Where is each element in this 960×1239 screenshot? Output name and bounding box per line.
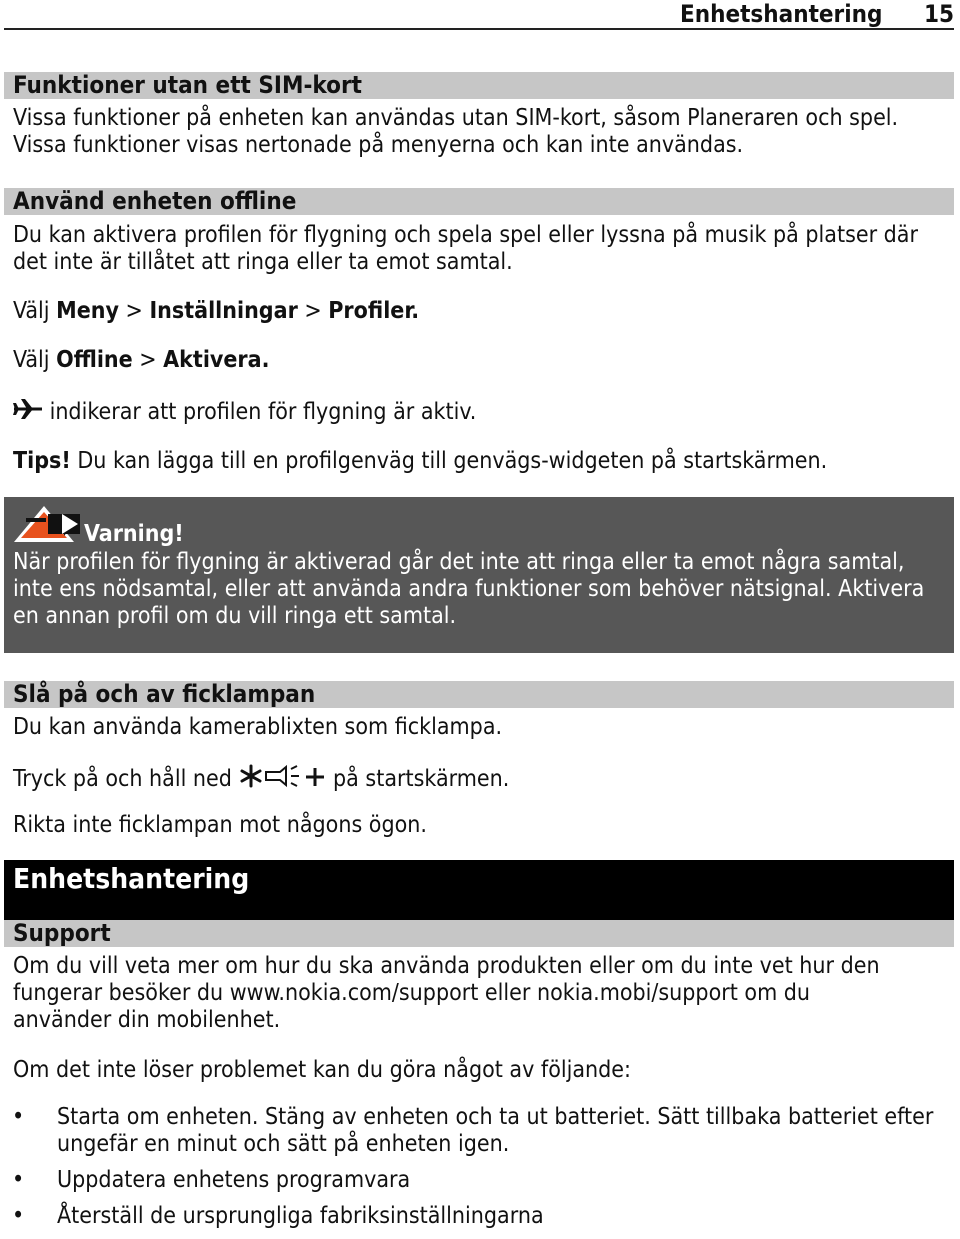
section-heading-support: Support xyxy=(4,920,954,947)
section-heading-offline: Använd enheten offline xyxy=(4,188,954,215)
step2-sep-1: > xyxy=(132,347,164,373)
plus-icon xyxy=(304,763,326,796)
support-bullet-list xyxy=(0,1104,960,1239)
support-text-line-2: fungerar besöker du www.nokia.com/support eller nokia.mobi/support om du xyxy=(13,980,811,1006)
menu-path-profiler: Profiler xyxy=(328,298,412,324)
flashlight-text-line-3: Rikta inte ficklampan mot någons ögon. xyxy=(13,812,427,838)
sim-text-line-1: Vissa funktioner på enheten kan användas utan SIM-kort, såsom Planeraren och spel. xyxy=(13,105,899,131)
menu-path-aktivera: Aktivera xyxy=(163,347,262,373)
offline-step-2 xyxy=(13,347,953,374)
section-heading-sim: Funktioner utan ett SIM-kort xyxy=(4,72,954,99)
support-text-line-4: Om det inte löser problemet kan du göra något av följande: xyxy=(13,1057,631,1083)
menu-path-offline: Offline xyxy=(56,347,133,373)
warning-line-1: När profilen för flygning är aktiverad går det inte att ringa eller ta emot några samtal, xyxy=(13,549,905,575)
flashlight-text-line-1: Du kan använda kamerablixten som ficklampa. xyxy=(13,714,503,740)
flashlight-icon xyxy=(264,763,304,796)
step1-suffix: . xyxy=(411,298,420,324)
bullet-line-1: Starta om enheten. Stäng av enheten och ta ut batteriet. Sätt tillbaka batteriet efter xyxy=(57,1104,934,1130)
list-item xyxy=(0,1203,947,1230)
tip-line xyxy=(13,448,953,475)
warning-label: Varning! xyxy=(84,521,184,547)
page-number: 15 xyxy=(923,0,954,28)
warning-triangle-icon xyxy=(12,504,80,548)
tip-text: Du kan lägga till en profilgenväg till genvägs-widgeten på startskärmen. xyxy=(70,448,828,474)
offline-text-line-1: Du kan aktivera profilen för flygning och spela spel eller lyssna på musik på platser där xyxy=(13,222,918,248)
menu-path-meny: Meny xyxy=(56,298,119,324)
step1-sep-2: > xyxy=(297,298,329,324)
step1-prefix: Välj xyxy=(13,298,57,324)
support-text-line-3: använder din mobilenhet. xyxy=(13,1007,281,1033)
offline-step-1 xyxy=(13,298,953,325)
tip-label: Tips! xyxy=(13,448,71,474)
airplane-icon xyxy=(13,396,43,429)
step2-suffix: . xyxy=(261,347,270,373)
sim-text-line-2: Vissa funktioner visas nertonade på menyerna och kan inte användas. xyxy=(13,132,744,158)
asterisk-key-icon xyxy=(238,763,264,796)
bullet-dot: • xyxy=(12,1167,25,1193)
list-item xyxy=(0,1167,947,1194)
menu-path-installningar: Inställningar xyxy=(149,298,298,324)
warning-line-2: inte ens nödsamtal, eller att använda andra funktioner som behöver nätsignal. Aktivera xyxy=(13,576,925,602)
bullet-dot: • xyxy=(12,1104,25,1130)
offline-text-line-2: det inte är tillåtet att ringa eller ta emot samtal. xyxy=(13,249,513,275)
step1-sep-1: > xyxy=(118,298,150,324)
warning-box xyxy=(4,497,954,653)
warning-line-3: en annan profil om du vill ringa ett samtal. xyxy=(13,603,457,629)
press-suffix: på startskärmen. xyxy=(326,766,510,792)
bullet-dot: • xyxy=(12,1203,25,1229)
bullet-line-1: Återställ de ursprungliga fabriksinställningarna xyxy=(57,1203,544,1229)
chapter-heading: Enhetshantering xyxy=(4,860,954,920)
bullet-line-1: Uppdatera enhetens programvara xyxy=(57,1167,411,1193)
offline-indicator-line xyxy=(13,396,953,429)
press-prefix: Tryck på och håll ned xyxy=(13,766,239,792)
section-heading-flashlight: Slå på och av ficklampan xyxy=(4,681,954,708)
indicator-text: indikerar att profilen för flygning är aktiv. xyxy=(43,399,477,425)
header-title: Enhetshantering xyxy=(679,0,883,28)
step2-prefix: Välj xyxy=(13,347,57,373)
bullet-line-2: ungefär en minut och sätt på enheten igen. xyxy=(57,1131,510,1157)
support-text-line-1: Om du vill veta mer om hur du ska använda produkten eller om du inte vet hur den xyxy=(13,953,880,979)
flashlight-press-line xyxy=(13,763,953,796)
list-item xyxy=(0,1104,947,1158)
page-header xyxy=(4,0,954,30)
